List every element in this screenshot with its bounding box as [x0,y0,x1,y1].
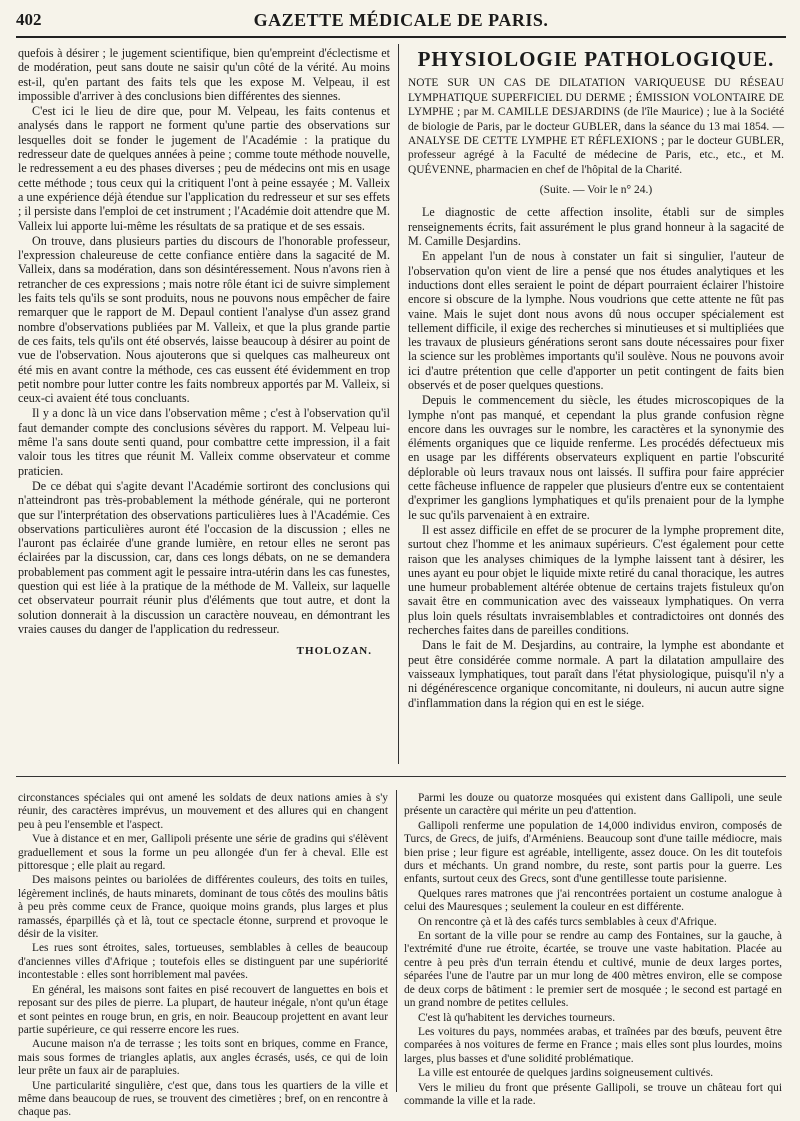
paragraph: En appelant l'un de nous à constater un fait si singulier, l'auteur de l'observation qu'on vient de lire a pensé que nos études analytiques et les inductions dont elles seraient le point de départ pourraient éclairer l'histoire encore si obscure de la lymphe. Nous voudrions que cette attente ne fût pas vaine. Mais le sujet dont nous avons dû nous occuper spécialement est tellement difficile, il exige des recherches si minutieuses et si multipliées que les travaux de plusieurs générations seront sans doute nécessaires pour fixer la science sur les problèmes importants qu'il soulève. Nous ne pouvons avoir ici d'autre prétention que celle d'apporter un petit contingent de faits bien observés et de poser quelques questions. [408,249,784,392]
paragraph: La ville est entourée de quelques jardins soigneusement cultivés. [418,1067,714,1080]
continuation-note: (Suite. — Voir le n° 24.) [539,184,653,197]
paragraph: Gallipoli renferme une population de 14,000 individus environ, composés de Turcs, de Grecs, de juifs, d'Arméniens. Beaucoup sont d'une taille médiocre, mais bien prise ; leur figure est agréable, intelligente, assez douce. On les dit toutefois durs et méchants. Un grand nombre, du reste, sont partis pour la guerre. Les enfants, surtout ceux des Grecs, sont d'une gentillesse toute parisienne. [404,819,782,886]
page-number: 402 [16,10,42,29]
paragraph: On rencontre çà et là des cafés turcs semblables à ceux d'Afrique. [418,915,717,928]
right-column [408,46,784,711]
feuilleton-divider [16,776,786,777]
paragraph: Dans le fait de M. Desjardins, au contraire, la lymphe est abondante et peut être considérée comme normale. A part la dilatation ampullaire des vaisseaux lymphatiques, tout paraît dans l'état physiologique, puisqu'il n'y a ni dégénérescence organique concomitante, ni douleurs, ni aucun autre signe d'inflammation dans la région qui en est le siége. [408,638,784,710]
paragraph: Aucune maison n'a de terrasse ; les toits sont en briques, comme en France, mais sous formes de triangles aplatis, aux angles écrasés, usés, ce qui de loin leur prête un faux air de parapluies. [18,1038,388,1078]
left-column [18,46,390,658]
article-heading: NOTE SUR UN CAS DE DILATATION VARIQUEUSE DU RÉSEAU LYMPHATIQUE SUPERFICIEL DU DERME ; ÉMISSION VOLONTAIRE DE LYMPHE ; par M. CAMILLE DESJARDINS (de l'île Maurice) ; lue à la Société de biologie de Paris, par le docteur GUBLER, dans la séance du 13 mai 1854. — ANALYSE DE CETTE LYMPHE ET RÉFLEXIONS ; par le docteur GUBLER, professeur agrégé à la Faculté de médecine de Paris, etc., etc., et M. QUÉVENNE, pharmacien en chef de l'hôpital de la Charité. [408,77,784,176]
feuilleton-column-divider [396,790,397,1092]
paragraph: Quelques rares matrones que j'ai rencontrées portaient un costume analogue à celui des Mauresques ; seulement la couleur en est différente. [404,887,782,914]
paragraph: Vue à distance et en mer, Gallipoli présente une série de gradins qui s'élèvent graduellement et sous la forme un peu allongée d'un fer à cheval. Elle est pittoresque ; elle plait au regard. [18,833,388,873]
section-title: PHYSIOLOGIE PATHOLOGIQUE. [417,47,775,71]
paragraph: On trouve, dans plusieurs parties du discours de l'honorable professeur, l'expression chaleureuse de cette confiance entière dans la sagacité de M. Valleix, dans sa modération, dans son désintéressement. Nous n'avons rien à retrancher de ces expressions ; mais notre rôle étant ici de suivre simplement les faits tels qu'ils se sont produits, nous ne pouvons nous empêcher de faire remarquer que le rapport de M. Depaul contient l'analyse d'un assez grand nombre d'observations publiées par M. Valleix, et que la plus grande partie de ces faits, tels qu'ils ont été observés, laisse beaucoup à désirer au point de vue de l'observation. Nous ajouterons que si quelques cas malheureux ont été mis en avant contre la méthode, ces cas eussent été évidemment en trop petit nombre pour lutter contre les faits nombreux apportés par M. Valleix, si ceux-ci avaient été tous concluants. [18,233,390,406]
paragraph: Les rues sont étroites, sales, tortueuses, semblables à celles de beaucoup d'anciennes villes d'Afrique ; toutefois elles se distinguent par une supériorité incontestable : elles sont horriblement mal pavées. [18,942,388,982]
paragraph: Il est assez difficile en effet de se procurer de la lymphe proprement dite, surtout chez l'homme et les animaux supérieurs. C'est également pour cette raison que les analyses chimiques de la lymphe laissent tant à désirer, les unes ayant eu pour objet le liquide mixte retiré du canal thoracique, les autres une humeur probablement altérée obtenue de certains trajets fistuleux qu'on savait être en communication avec des vaisseaux lymphatiques. On verra plus loin quels résultats invraisemblables et contradictoires ont donnés des recherches faites dans de pareilles conditions. [408,522,784,638]
paragraph: Vers le milieu du front que présente Gallipoli, se trouve un château fort qui commande la ville et la rade. [404,1081,782,1107]
feuilleton-left-column [18,792,388,1121]
paragraph: Parmi les douze ou quatorze mosquées qui existent dans Gallipoli, une seule présente un caractère qui mérite un peu d'attention. [404,792,782,818]
paragraph: Le diagnostic de cette affection insolite, établi sur de simples renseignements écrits, fait assurément le plus grand honneur à la sagacité de M. Camille Desjardins. [408,205,784,249]
paragraph: En général, les maisons sont faites en pisé recouvert de languettes en bois et reposant sur des piles de pierre. La plupart, de hauteur inégale, n'ont qu'un étage et sont peintes en rouge brun, en gris, en noir. Beaucoup projettent en avant leur partie supérieure, ce qui resserre encore les rues. [18,983,388,1036]
paragraph: De ce débat qui s'agite devant l'Académie sortiront des conclusions qui n'atteindront pas très-probablement la méthode générale, qui ne porteront que sur l'interprétation des observations particulières lues à l'Académie. Ces observations particulières auront été l'occasion de la discussion ; elles ne l'auront pas éclairée d'une grande lumière, en retour elles ne seront pas éclairées par la discussion, car, dans ces longs débats, on ne se demandera probablement pas comment agit le pessaire intra-utérin dans les cas funestes, question qui est liée à la pratique de la méthode de M. Valleix, sur laquelle cet observateur pourrait réunir plus d'éléments que tout autre, et dont la solution donnerait à la discussion un caractère nouveau, en démontrant les vraies causes du danger de l'application du redresseur. [18,478,390,636]
paragraph: Des maisons peintes ou bariolées de différentes couleurs, des toits en tuiles, légèrement inclinés, de hauts minarets, dominant de tous côtés des moulins bâtis à peu près comme ceux de France, quoique moins grands, plus larges et plus ramassés, éparpillés çà et là, tout ce spectacle étonne, surprend et provoque le désir de la visiter. [18,874,388,941]
paragraph: Il y a donc là un vice dans l'observation même ; c'est à l'observation qu'il faut demander compte des conclusions sévères du rapport. M. Velpeau lui-même l'a sans doute senti quand, pour combattre cette impression, il a fait valoir tous les titres que réunit M. Valleix comme observateur et comme praticien. [18,406,390,478]
page-header [16,6,786,38]
paragraph: C'est ici le lieu de dire que, pour M. Velpeau, les faits contenus et analysés dans le rapport ne forment qu'une partie des observations sur lesquelles doit se fonder le jugement de l'Académie : la pratique du redresseur date de quelques années à peine ; comme toute méthode nouvelle, le redressement a eu des phases diverses ; peu de médecins ont mis en usage cette méthode ; tous ceux qui la critiquent l'ont à peine essayée ; M. Valleix a une expérience déjà étendue sur l'application du redresseur et sur ses effets ; il persiste dans l'emploi de cet instrument ; l'Académie doit attendre que M. Valleix lui apporte lui-même les résultats de sa pratique et de ses essais. [18,104,390,233]
column-divider [398,44,399,764]
author-signature: THOLOZAN. [296,645,372,658]
paragraph: Une particularité singulière, c'est que, dans tous les quartiers de la ville et même dans beaucoup de rues, se trouvent des cimetières ; bref, on en rencontre à chaque pas. [18,1079,388,1119]
paragraph: C'est là qu'habitent les derviches tourneurs. [418,1011,616,1024]
paragraph: Les voitures du pays, nommées arabas, et traînées par des bœufs, peuvent être comparées à nos voitures de ferme en France ; mais elles sont plus lourdes, moins larges, plus basses et d'une solidité problématique. [404,1025,782,1065]
journal-title: GAZETTE MÉDICALE DE PARIS. [253,10,549,30]
paragraph: En sortant de la ville pour se rendre au camp des Fontaines, sur la gauche, à l'extrémité d'une rue étroite, écartée, se trouve une vaste habitation. Placée au centre à peu près d'un terrain étendu et cultivé, munie de deux larges portes, séparées l'une de l'autre par un mur long de 400 mètres environ, elle se compose de deux corps de bâtiment : le premier sert de mosquée ; le second est partagé en un grand nombre de petites cellules. [404,930,782,1010]
paragraph: circonstances spéciales qui ont amené les soldats de deux nations amies à s'y réunir, des caractères imprévus, un mouvement et des allures qui en changent peu à peu l'ensemble et l'aspect. [18,792,388,831]
paragraph: quefois à désirer ; le jugement scientifique, bien qu'empreint d'éclectisme et de modération, peut sans doute ne saisir qu'un côté de la vérité. Au moins est-il, qu'en partant des faits tels que les expose M. Velpeau, il est impossible d'arriver à des conclusions bien différentes des siennes. [18,46,390,103]
feuilleton-right-column [404,792,782,1109]
paragraph: Depuis le commencement du siècle, les études microscopiques de la lymphe n'ont pas manqué, et cependant la plus grande confusion règne encore dans les ouvrages sur le nombre, les caractères et la synonymie des éléments organiques que ce liquide renferme. Les procédés défectueux mis en usage par les différents observateurs expliquent en partie l'obscurité déplorable où leurs travaux nous ont laissés. Il suffira pour faire apprécier cette fâcheuse influence de rappeler que plusieurs d'entre eux se contentaient d'exprimer les ganglions lymphatiques et qu'ils prenaient pour de la lymphe le suc qu'ils parvenaient à en extraire. [408,393,784,522]
